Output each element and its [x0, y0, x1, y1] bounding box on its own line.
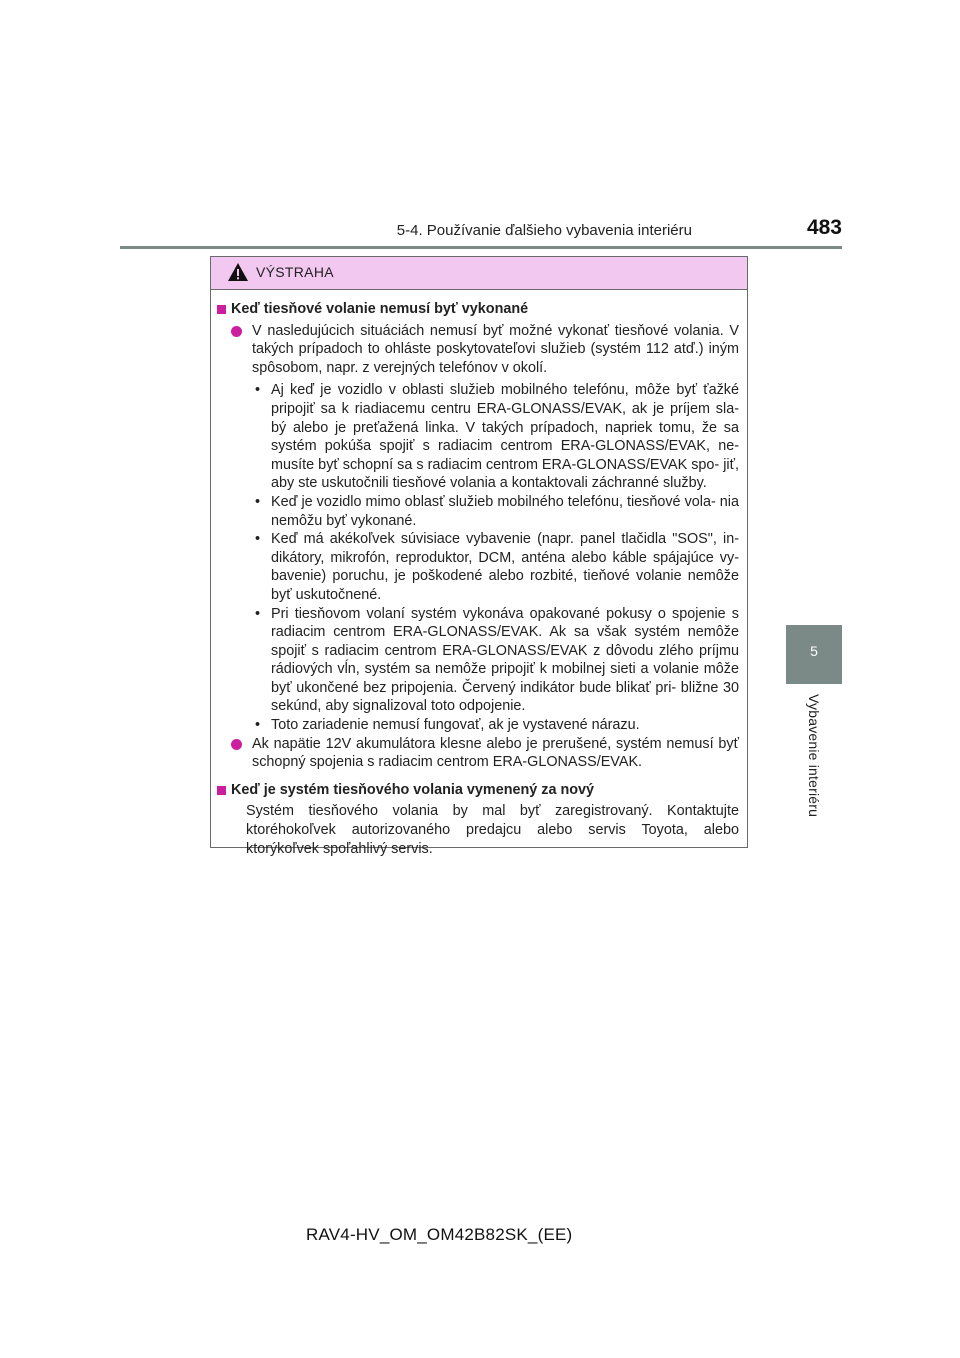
warning-box [210, 256, 748, 857]
page-number: 483 [806, 216, 842, 239]
warning-header [211, 257, 747, 290]
warning-title: VÝSTRAHA [256, 264, 334, 280]
square-bullet-icon [217, 786, 226, 795]
list-item: • Keď je vozidlo mimo oblasť služieb mobilného telefónu, tiesňové vola- nia nemôžu byť vykonané. [255, 493, 739, 529]
dot-item-text: V nasledujúcich situáciách nemusí byť možné vykonať tiesňové volania. V takých prípadoch to ohláste poskytovateľovi služieb (systém 112 atď.) iným spôsobom, napr. z verejných telefónov v okolí. [252, 322, 739, 376]
warning-triangle-icon [227, 262, 249, 282]
section-heading-1 [217, 300, 741, 319]
document-code: RAV4-HV_OM_OM42B82SK_(EE) [306, 1225, 573, 1244]
section-paragraph: Systém tiesňového volania by mal byť zaregistrovaný. Kontaktujte ktoréhokoľvek autorizovaného predajcu alebo servis Toyota, alebo ktorýkoľvek spoľahlivý servis. [246, 803, 739, 857]
list-item: • Toto zariadenie nemusí fungovať, ak je vystavené nárazu. [217, 716, 741, 735]
dot-item-1 [217, 322, 741, 378]
header-section-title: 5-4. Používanie ďalšieho vybavenia interiéru [396, 222, 692, 239]
square-bullet-icon [217, 305, 226, 314]
section-heading-text: Keď je systém tiesňového volania vymenený za nový [231, 781, 595, 798]
chapter-tab: 5 [786, 625, 842, 684]
dot-bullet-icon [231, 326, 242, 337]
list-item-text: Keď je vozidlo mimo oblasť služieb mobilného telefónu, tiesňové vola- nia nemôžu byť vykonané. [271, 493, 739, 529]
list-item-text: Keď má akékoľvek súvisiace vybavenie (napr. panel tlačidla "SOS", in- dikátory, mikrofón, reproduktor, DCM, anténa alebo káble spájajúce vy- bavenie) poruchu, je poškodené alebo rozbité, tieňové volanie nemôže byť uskutočnené. [271, 531, 739, 603]
page-header [120, 0, 842, 249]
list-item: • Keď má akékoľvek súvisiace vybavenie (napr. panel tlačidla "SOS", in- dikátory, mikrofón, reproduktor, DCM, anténa alebo káble spájajúce vy- bavenie) poruchu, je poškodené alebo rozbité, tieňové volanie nemôže byť uskutočnené. [255, 531, 739, 603]
list-item: • Pri tiesňovom volaní systém vykonáva opakované pokusy o spojenie s radiacim centrom ERA-GLONASS/EVAK. Ak sa však systém nemôže spojiť s radiacim centrom ERA-GLONASS/EVAK z dôvodu zlého príjmu rádiových vĺn, systém sa nemôže pripojiť k mobilnej sieti a volanie môže byť ukončené bez pripojenia. Červený indikátor bude blikať pri- bližne 30 sekúnd, aby signalizoval toto odpojenie. [255, 605, 739, 715]
section-heading-2 [217, 781, 741, 800]
section-heading-text: Keď tiesňové volanie nemusí byť vykonané [231, 301, 529, 317]
dot-bullet-icon [231, 739, 242, 750]
list-item-text: Toto zariadenie nemusí fungovať, ak je vystavené nárazu. [271, 717, 640, 734]
list-item-text: Pri tiesňovom volaní systém vykonáva opakované pokusy o spojenie s radiacim centrom ERA-GLONASS/EVAK. Ak sa však systém nemôže spojiť s radiacim centrom ERA-GLONASS/EVAK z dôvodu zlého príjmu rádiových vĺn, systém sa nemôže pripojiť k mobilnej sieti a volanie môže byť ukončené bez pripojenia. Červený indikátor bude blikať pri- bližne 30 sekúnd, aby signalizoval toto odpojenie. [271, 605, 739, 715]
sub-list [217, 381, 741, 734]
list-item: • Aj keď je vozidlo v oblasti služieb mobilného telefónu, môže byť ťažké pripojiť sa k riadiacemu centru ERA-GLONASS/EVAK, ak je príjem sla- bý alebo je preťažená linka. V takých prípadoch, napriek tomu, že sa systém pokúša spojiť s radiacim centrom ERA-GLONASS/EVAK, ne- musíte byť schopní sa s radiacim centrom ERA-GLONASS/EVAK spo- jiť, aby ste uskutočnili tiesňové volania a kontaktovali záchranné služby. [255, 382, 739, 492]
dot-item-2 [217, 735, 741, 772]
list-item-text: Aj keď je vozidlo v oblasti služieb mobilného telefónu, môže byť ťažké pripojiť sa k riadiacemu centru ERA-GLONASS/EVAK, ak je príjem sla- bý alebo je preťažená linka. V takých prípadoch, napriek tomu, že sa systém pokúša spojiť s radiacim centrom ERA-GLONASS/EVAK, ne- musíte byť schopní sa s radiacim centrom ERA-GLONASS/EVAK spo- jiť, aby ste uskutočnili tiesňové volania a kontaktovali záchranné služby. [271, 382, 739, 492]
warning-body [211, 290, 747, 858]
dot-item-text: Ak napätie 12V akumulátora klesne alebo je prerušené, systém nemusí byť schopný spojenia s radiacim centrom ERA-GLONASS/EVAK. [252, 735, 739, 771]
chapter-label: Vybavenie interiéru [806, 694, 822, 818]
